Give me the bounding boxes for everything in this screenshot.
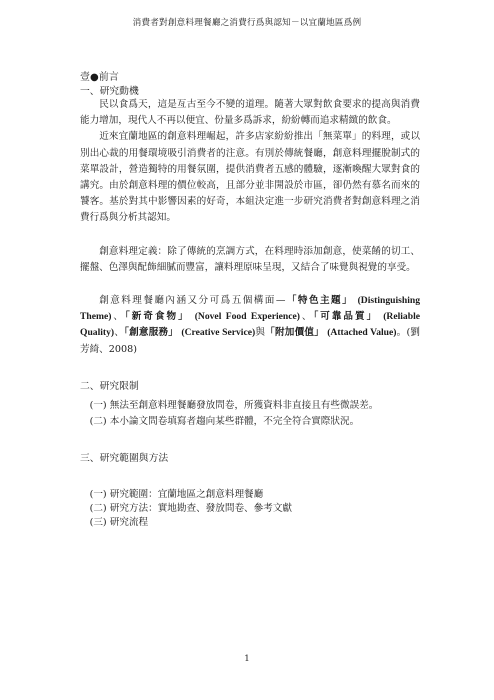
theme-3-en: (Reliable Quality) bbox=[80, 311, 420, 339]
section-heading-limitations: 二、研究限制 bbox=[80, 380, 139, 392]
paragraph-motivation-2: 近來宜蘭地區的創意料理崛起，許多店家紛紛推出「無菜單」的料理，或以別出心裁的用餐環境吸引消費者的注意。有別於傳統餐廳，創意料理擺脫制式的菜單設計，營造獨特的用餐氛圍，提供消費者五感的體驗，逐漸喚醒大眾對食的講究。由於創意料理的價位較高，且部分並非開設於市區，卻仍然有慕名而來的饕客。基於對其中影響因素的好奇，本組決定進一步研究消費者對創意料理之消費行爲與分析其認知。 bbox=[80, 131, 420, 224]
running-header: 消費者對創意料理餐廳之消費行爲與認知－以宜蘭地區爲例 bbox=[132, 18, 362, 28]
theme-4-zh: 「創意服務」 bbox=[124, 327, 179, 339]
citation: 。(劉芳綺、2008) bbox=[80, 327, 421, 355]
separator: 與 bbox=[255, 327, 266, 339]
section-heading-motivation: 一、研究動機 bbox=[80, 86, 139, 97]
separator: 、 bbox=[114, 327, 125, 339]
limitation-item-1: (一) 無法至創意料理餐廳發放問卷，所獲資料非直接且有些微誤差。 bbox=[89, 399, 379, 411]
limitation-item-2: (二) 本小論文問卷填寫者趨向某些群體，不完全符合實際狀況。 bbox=[89, 415, 360, 427]
paragraph-dimensions bbox=[80, 293, 420, 358]
theme-1-en: (Distinguishing Theme) bbox=[80, 295, 420, 323]
theme-2-en: (Novel Food Experience) bbox=[194, 311, 300, 323]
theme-4-en: (Creative Service) bbox=[181, 327, 256, 339]
paragraph-definition: 創意料理定義：除了傳統的烹調方式，在料理時添加創意，使菜餚的切工、擺盤、色澤與配飾細膩而豐富，讓料理原味呈現，又結合了味覺與視覺的享受。 bbox=[80, 245, 420, 273]
body-content bbox=[80, 68, 420, 528]
theme-5-en: (Attached Value) bbox=[327, 327, 397, 339]
scope-item-3: (三) 研究流程 bbox=[89, 516, 149, 528]
separator: 、 bbox=[111, 311, 125, 323]
theme-3-zh: 「可靠品質」 bbox=[313, 311, 379, 323]
scope-item-1: (一) 研究範圍：宜蘭地區之創意料理餐廳 bbox=[89, 488, 264, 500]
dimensions-intro: 創意料理餐廳內涵又分可爲五個構面— bbox=[99, 295, 286, 307]
section-heading-scope-methods: 三、研究範圍與方法 bbox=[80, 452, 169, 464]
chapter-title: 壹●前言 bbox=[80, 72, 119, 83]
scope-item-2: (二) 研究方法：實地勘查、發放問卷、參考文獻 bbox=[89, 502, 293, 514]
paragraph-motivation-1: 民以食爲天，這是亙古至今不變的道理。隨著大眾對飲食要求的提高與消費能力增加，現代人不再以便宜、份量多爲訴求，紛紛轉而追求精緻的飲食。 bbox=[80, 99, 420, 127]
page-number: 1 bbox=[244, 654, 250, 664]
separator: 、 bbox=[299, 311, 314, 323]
theme-1-zh: 「特色主題」 bbox=[285, 295, 354, 307]
theme-5-zh: 「附加價值」 bbox=[265, 327, 324, 339]
theme-2-zh: 「新奇食物」 bbox=[125, 311, 190, 323]
